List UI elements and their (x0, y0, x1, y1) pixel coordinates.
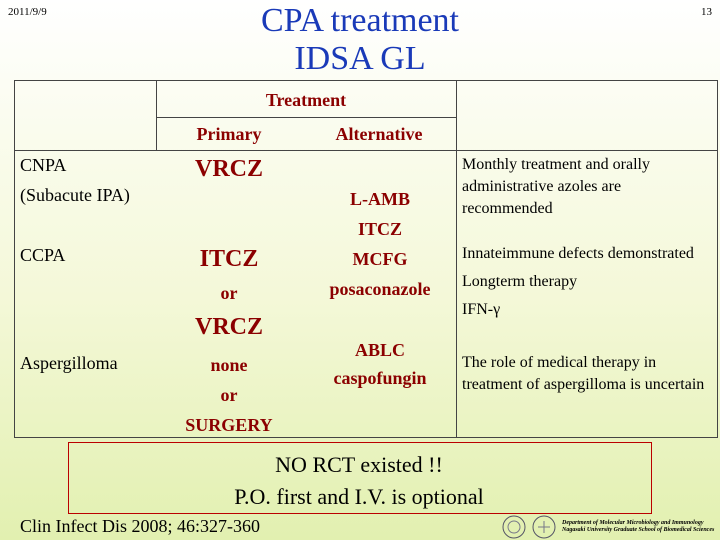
table-border-bottom (14, 437, 718, 438)
row-label-ccpa: CCPA (20, 245, 66, 265)
primary-header: Primary (196, 124, 262, 144)
note-aspergilloma: The role of medical therapy in treatment of aspergilloma is uncertain (462, 354, 705, 393)
note-ccpa-line-2: Longterm therapy (462, 273, 578, 290)
table-divider (456, 80, 457, 438)
alternatives-group-2 (310, 336, 450, 392)
note-ccpa-line-3: IFN-γ (462, 301, 501, 318)
department-credit: Department of Molecular Microbiology and Immunology Nagasaki University Graduate School of Biomedical Sciences (562, 520, 715, 533)
row-label-aspergilloma: Aspergilloma (20, 353, 118, 373)
alternative-item: ITCZ (357, 219, 402, 239)
alternative-item: caspofungin (333, 368, 427, 388)
alternative-item: ABLC (354, 340, 405, 360)
table-border-right (717, 80, 718, 438)
table-divider (156, 117, 456, 118)
alternative-header: Alternative (335, 124, 423, 144)
university-logo-icon (500, 514, 560, 540)
primary-aspergilloma-line-2: or (220, 385, 238, 405)
primary-aspergilloma-line-3: SURGERY (185, 415, 273, 435)
alternative-item: L-AMB (350, 189, 410, 209)
treatment-header: Treatment (265, 90, 347, 110)
note-ccpa-line-1: Innateimmune defects demonstrated (462, 245, 694, 262)
alternative-item: MCFG (352, 249, 408, 269)
citation: Clin Infect Dis 2008; 46:327-360 (20, 516, 260, 536)
alternatives-group-1 (310, 184, 450, 304)
primary-ccpa (174, 242, 284, 344)
slide-title (0, 2, 720, 78)
title-line-2: IDSA GL (294, 40, 426, 77)
title-line-1: CPA treatment (260, 2, 460, 39)
primary-aspergilloma-line-1: none (210, 355, 248, 375)
primary-cnpa: VRCZ (194, 156, 263, 182)
table-border-top (14, 80, 718, 81)
primary-ccpa-line-1: ITCZ (199, 246, 259, 272)
slide-date: 2011/9/9 (8, 6, 47, 18)
primary-aspergilloma (164, 350, 294, 440)
alternative-item: posaconazole (329, 279, 431, 299)
primary-ccpa-line-3: VRCZ (194, 314, 263, 340)
row-label-cnpa: CNPA (Subacute IPA) (20, 155, 130, 205)
note-ccpa (462, 243, 702, 321)
table-border-left (14, 80, 15, 438)
treatment-table (14, 80, 718, 438)
summary-line-1: NO RCT existed !! (275, 452, 443, 477)
note-cnpa: Monthly treatment and orally administrative azoles are recommended (462, 156, 650, 217)
page-number: 13 (701, 6, 712, 18)
primary-ccpa-line-2: or (220, 283, 238, 303)
summary-line-2: P.O. first and I.V. is optional (234, 484, 484, 509)
